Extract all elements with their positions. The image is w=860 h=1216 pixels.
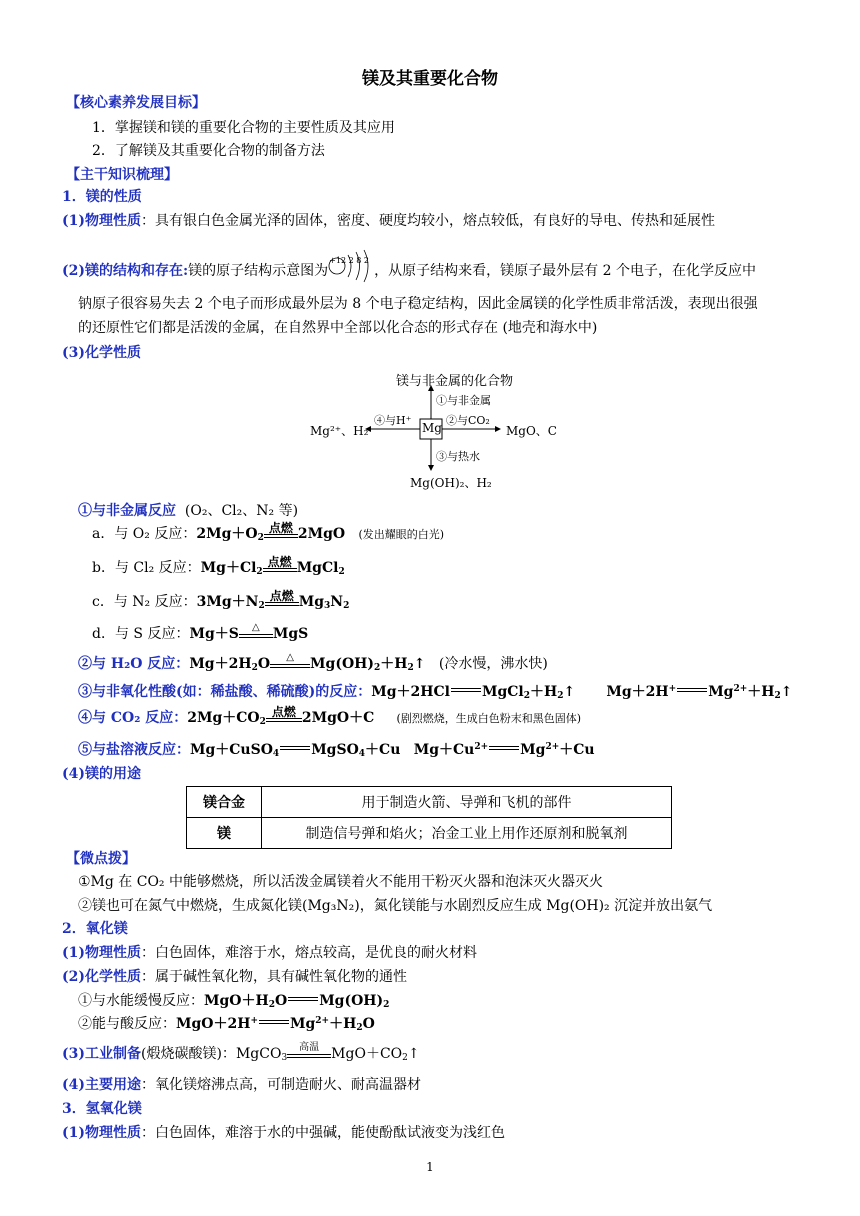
label: (4)主要用途 xyxy=(62,1077,141,1093)
note: (冷水慢，沸水快) xyxy=(438,656,548,672)
tip-2: ②镁也可在氮气中燃烧，生成氮化镁(Mg₃N₂)，氮化镁能与水剧烈反应生成 Mg(OH)₂ 沉淀并放出氨气 xyxy=(78,898,713,914)
mg-structure xyxy=(62,253,756,283)
reaction-c: c．与 N₂ 反应：$3Mg+N_2$ 点燃 $Mg_3N_2$ xyxy=(92,589,350,611)
diagram-right-product: MgO、C xyxy=(506,424,557,438)
page-number: 1 xyxy=(426,1160,434,1174)
text: ：氧化镁熔沸点高，可制造耐火、耐高温器材 xyxy=(141,1077,421,1093)
label: (2)镁的结构和存在: xyxy=(62,263,189,279)
label: ③与非氧化性酸(如：稀盐酸、稀硫酸)的反应： xyxy=(78,684,372,700)
review-header: 【主干知识梳理】 xyxy=(66,167,178,183)
reaction-a: a．与 O₂ 反应：$2Mg+O_2$ 点燃 2MgO (发出耀眼的白光) xyxy=(92,521,445,543)
reaction-2: ②与 H₂O 反应：$Mg+2H_2O$ △ $Mg(OH)_2+H_2↑$ (冷水慢，沸水快) xyxy=(78,652,548,673)
prefix: b．与 Cl₂ 反应： xyxy=(92,560,201,576)
reaction-3: ③与非氧化性酸(如：稀盐酸、稀硫酸)的反应：Mg＋2HCl $MgCl_2+H_2↑$ Mg＋2H+ $Mg^{2+}+H_2↑$ xyxy=(78,684,793,701)
prefix: c．与 N₂ 反应： xyxy=(92,594,197,610)
note: (发出耀眼的白光) xyxy=(358,528,445,541)
mgo-chemical xyxy=(62,966,407,986)
reaction-4: ④与 CO₂ 反应：$2Mg+CO_2$ 点燃 2MgO＋C (剧烈燃烧，生成白色粉末和黑色固体) xyxy=(78,705,582,727)
label: (3)工业制备 xyxy=(62,1046,141,1062)
mgo-industrial: (3)工业制备(煅烧碳酸镁)：MgCO$_3$ 高温 $MgO+CO_2↑$ xyxy=(62,1042,420,1063)
prefix: a．与 O₂ 反应： xyxy=(92,526,197,542)
condition: 点燃 xyxy=(267,555,292,569)
text: ：白色固体，难溶于水的中强碱，能使酚酞试液变为浅红色 xyxy=(141,1125,505,1141)
label: ④与 CO₂ 反应： xyxy=(78,710,188,726)
mg-structure-line3: 的还原性它们都是活泼的金属，在自然界中全部以化合态的形式存在 (地壳和海水中) xyxy=(78,320,598,336)
reaction-1 xyxy=(78,500,298,520)
label: (1)物理性质 xyxy=(62,1125,141,1141)
use-desc: 用于制造火箭、导弹和飞机的部件 xyxy=(262,787,672,818)
diagram-top: 镁与非金属的化合物 xyxy=(396,374,514,389)
label: (2)化学性质 xyxy=(62,969,141,985)
prefix: d．与 S 反应： xyxy=(92,626,190,642)
condition: △ xyxy=(286,652,294,663)
mgo-physical xyxy=(62,942,477,962)
table-row xyxy=(187,818,672,849)
note: (煅烧碳酸镁)： xyxy=(141,1046,236,1062)
text-a: 镁的原子结构示意图为 xyxy=(188,263,329,279)
note: (剧烈燃烧，生成白色粉末和黑色固体) xyxy=(396,712,582,725)
use-name: 镁 xyxy=(187,818,262,849)
mgo-reaction-acid: ②能与酸反应：MgO＋2H+ $Mg^{2+}+H_2O$ xyxy=(78,1016,375,1033)
text: ：具有银白色金属光泽的固体，密度、硬度均较小，熔点较低，有良好的导电、传热和延展性 xyxy=(141,213,715,229)
mg-uses-table xyxy=(186,786,672,849)
diagram-bottom: Mg(OH)₂、H₂ xyxy=(410,476,492,490)
tip-1: ①Mg 在 CO₂ 中能够燃烧，所以活泼金属镁着火不能用干粉灭火器和泡沫灭火器灭火 xyxy=(78,874,603,890)
atom-structure-diagram xyxy=(328,253,374,283)
condition: 点燃 xyxy=(268,521,293,535)
text-b: ，从原子结构来看，镁原子最外层有 2 个电子，在化学反应中 xyxy=(374,263,756,279)
goal-2: 2．了解镁及其重要化合物的制备方法 xyxy=(92,143,325,159)
use-name: 镁合金 xyxy=(187,787,262,818)
text: ：白色固体，难溶于水，熔点较高，是优良的耐火材料 xyxy=(141,945,477,961)
mg-reaction-diagram xyxy=(300,368,580,494)
label: ①与非金属反应 xyxy=(78,503,176,519)
atom-label: +12 2 8 2 xyxy=(329,256,369,265)
mgoh2-physical xyxy=(62,1122,505,1142)
mg-chemical-properties-label: (3)化学性质 xyxy=(62,345,141,361)
condition: 点燃 xyxy=(269,589,294,603)
label: ②与 H₂O 反应： xyxy=(78,656,190,672)
tip-header: 【微点拨】 xyxy=(66,851,136,867)
label: (1)物理性质 xyxy=(62,945,141,961)
diagram-left-product: Mg²⁺、H₂ xyxy=(310,424,369,438)
note: (O₂、Cl₂、N₂ 等) xyxy=(184,503,299,519)
condition: 高温 xyxy=(299,1042,320,1053)
section-2-title: 2．氧化镁 xyxy=(62,921,128,937)
diagram-right-label: ②与CO₂ xyxy=(446,414,490,427)
mg-uses-label: (4)镁的用途 xyxy=(62,766,141,782)
diagram-down-label: ③与热水 xyxy=(436,450,480,463)
reaction-d: d．与 S 反应：Mg＋S △ MgS xyxy=(92,622,309,642)
mgo-reaction-water: ①与水能缓慢反应：$MgO+H_2O$ $Mg(OH)_2$ xyxy=(78,993,390,1010)
label: (1)物理性质 xyxy=(62,213,141,229)
prefix: ②能与酸反应： xyxy=(78,1016,176,1032)
prefix: ①与水能缓慢反应： xyxy=(78,993,204,1009)
mg-physical-properties xyxy=(62,210,715,230)
mgo-uses xyxy=(62,1074,421,1094)
diagram-left-label: ④与H⁺ xyxy=(374,414,412,427)
goals-header: 【核心素养发展目标】 xyxy=(66,95,206,111)
condition: △ xyxy=(252,622,260,633)
table-row xyxy=(187,787,672,818)
section-3-title: 3．氢氧化镁 xyxy=(62,1101,142,1117)
mg-structure-line2: 钠原子很容易失去 2 个电子而形成最外层为 8 个电子稳定结构，因此金属镁的化学性质非常活泼，表现出很强 xyxy=(78,296,758,312)
diagram-up-label: ①与非金属 xyxy=(436,394,491,407)
page-title: 镁及其重要化合物 xyxy=(362,69,498,89)
use-desc: 制造信号弹和焰火；冶金工业上用作还原剂和脱氧剂 xyxy=(262,818,672,849)
goal-1: 1．掌握镁和镁的重要化合物的主要性质及其应用 xyxy=(92,120,395,136)
reaction-5: ⑤与盐溶液反应：Mg＋CuSO$_4$ MgSO$_4$＋Cu $Mg+Cu^{2+}$ $Mg^{2+}+Cu$ xyxy=(78,742,595,759)
text: ：属于碱性氧化物，具有碱性氧化物的通性 xyxy=(141,969,407,985)
section-1-title: 1．镁的性质 xyxy=(62,189,142,205)
reaction-b: b．与 Cl₂ 反应：$Mg+Cl_2$ 点燃 MgCl$_2$ xyxy=(92,555,345,577)
condition: 点燃 xyxy=(271,705,296,719)
diagram-center: Mg xyxy=(422,421,442,435)
label: ⑤与盐溶液反应： xyxy=(78,742,190,758)
